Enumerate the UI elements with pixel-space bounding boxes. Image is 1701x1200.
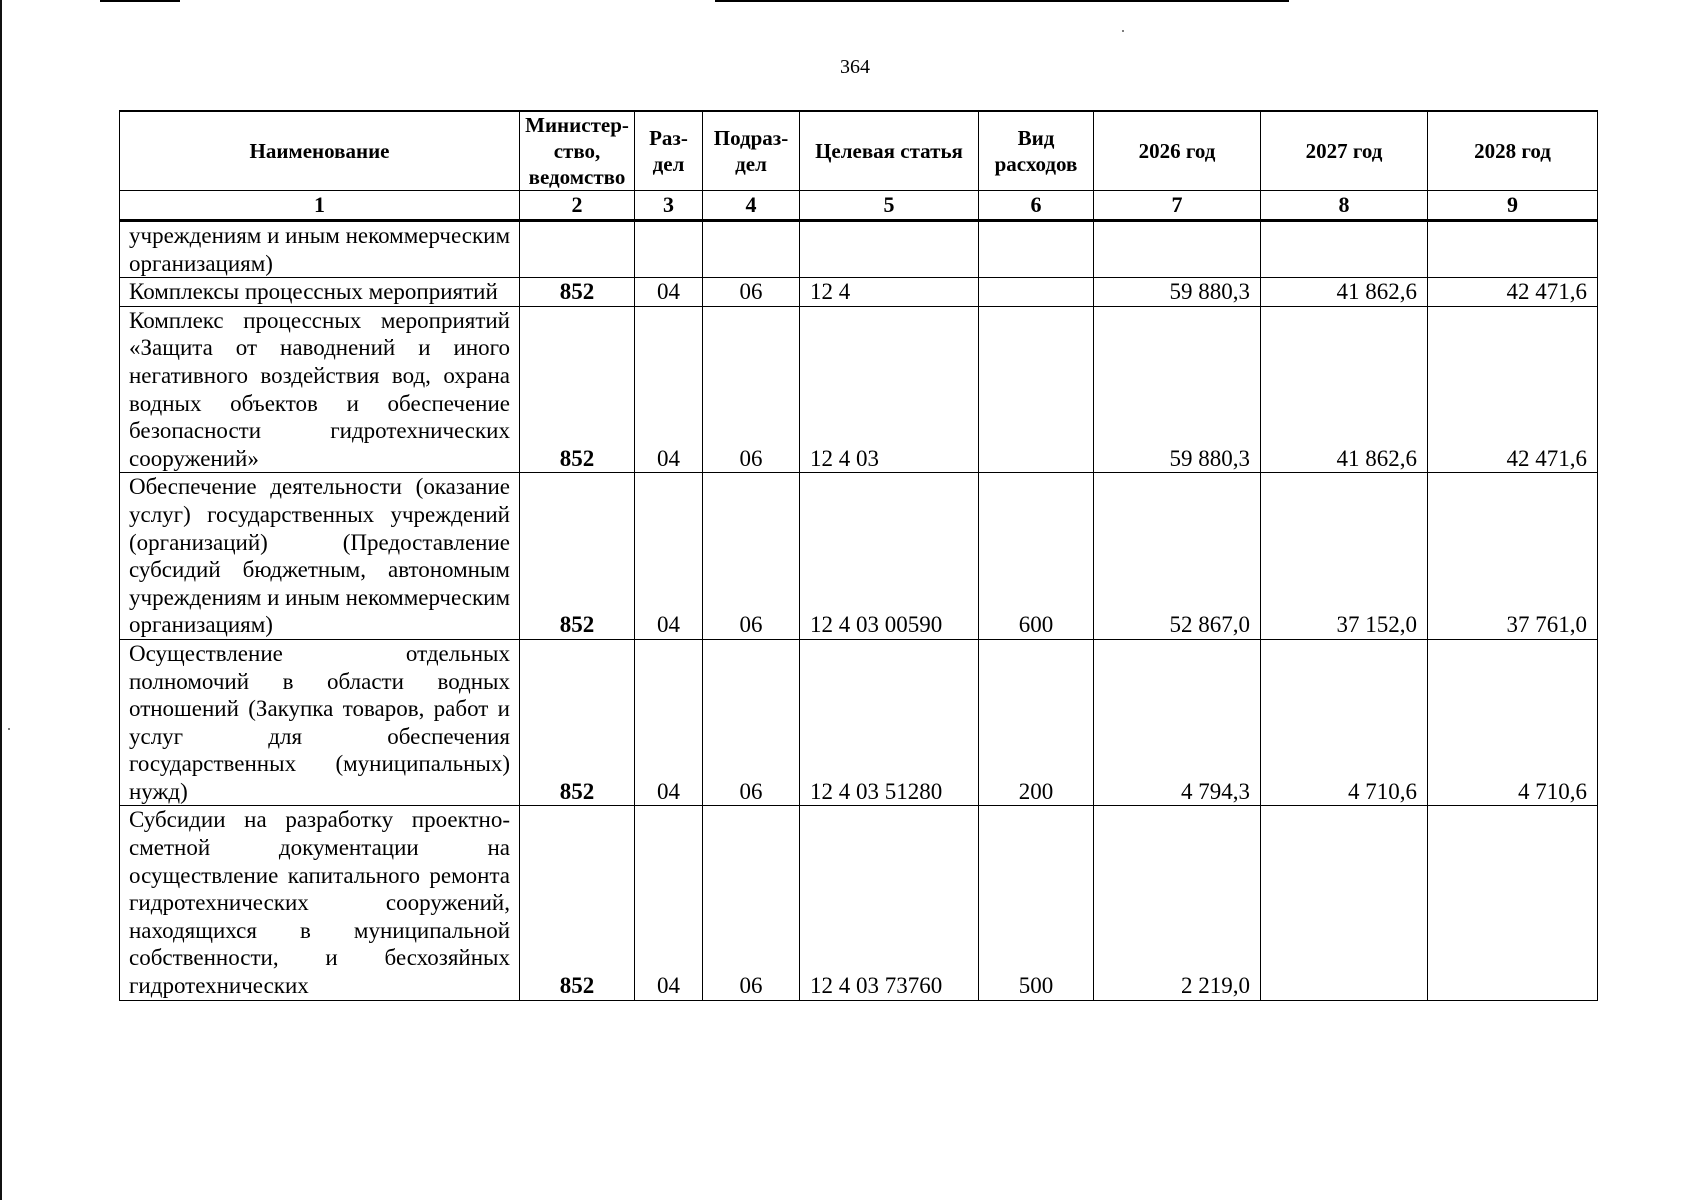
row-subsection: 06 [703, 306, 800, 473]
table-row [120, 306, 1598, 473]
scan-artifact-line [100, 0, 180, 2]
row-name: Осуществление отдельных полномочий в области водных отношений (Закупка товаров, работ и услуг для обеспечения государственных (муниципальных) нужд) [120, 639, 520, 806]
row-2027: 4 710,6 [1261, 639, 1428, 806]
row-expense-type: 200 [979, 639, 1094, 806]
col-number: 8 [1261, 191, 1428, 221]
col-header-2026: 2026 год [1094, 111, 1261, 191]
row-2028: 37 761,0 [1428, 473, 1598, 640]
col-number: 5 [800, 191, 979, 221]
col-number: 2 [520, 191, 635, 221]
row-expense-type [979, 221, 1094, 278]
row-target: 12 4 03 51280 [800, 639, 979, 806]
row-2026 [1094, 221, 1261, 278]
row-section: 04 [635, 306, 703, 473]
row-section [635, 221, 703, 278]
page-number: 364 [840, 56, 870, 78]
row-subsection [703, 221, 800, 278]
row-expense-type [979, 306, 1094, 473]
row-section: 04 [635, 639, 703, 806]
row-2027: 37 152,0 [1261, 473, 1428, 640]
row-name: Комплекс процессных мероприятий «Защита от наводнений и иного негативного воздействия вод, охрана водных объектов и обеспечение безопасности гидротехнических сооружений» [120, 306, 520, 473]
col-number: 6 [979, 191, 1094, 221]
row-2027 [1261, 221, 1428, 278]
scan-artifact-line [715, 0, 1289, 2]
col-number: 9 [1428, 191, 1598, 221]
col-header-2027: 2027 год [1261, 111, 1428, 191]
col-header-2028: 2028 год [1428, 111, 1598, 191]
row-2026: 52 867,0 [1094, 473, 1261, 640]
budget-table [119, 110, 1598, 1001]
column-number-row [120, 191, 1598, 221]
col-header-subsection: Подраз-дел [703, 111, 800, 191]
col-header-target: Целевая статья [800, 111, 979, 191]
table-row [120, 221, 1598, 278]
col-number: 3 [635, 191, 703, 221]
scan-dot [8, 728, 10, 730]
row-2027: 41 862,6 [1261, 306, 1428, 473]
row-target: 12 4 03 73760 [800, 806, 979, 1000]
row-ministry: 852 [520, 473, 635, 640]
row-expense-type: 500 [979, 806, 1094, 1000]
table-row [120, 278, 1598, 307]
row-2026: 2 219,0 [1094, 806, 1261, 1000]
scan-dot [1122, 30, 1124, 32]
header-row [120, 111, 1598, 191]
col-header-expense-type: Вид расходов [979, 111, 1094, 191]
col-header-name: Наименование [120, 111, 520, 191]
row-target: 12 4 [800, 278, 979, 307]
row-target: 12 4 03 00590 [800, 473, 979, 640]
row-2028: 4 710,6 [1428, 639, 1598, 806]
row-2027: 41 862,6 [1261, 278, 1428, 307]
table-row [120, 639, 1598, 806]
row-name: учреждениям и иным некоммерческим организациям) [120, 221, 520, 278]
row-section: 04 [635, 806, 703, 1000]
row-target: 12 4 03 [800, 306, 979, 473]
row-2028 [1428, 806, 1598, 1000]
col-number: 1 [120, 191, 520, 221]
row-2028 [1428, 221, 1598, 278]
table-row [120, 473, 1598, 640]
row-2026: 59 880,3 [1094, 278, 1261, 307]
scan-left-edge [0, 0, 2, 1200]
row-name: Обеспечение деятельности (оказание услуг) государственных учреждений (организаций) (Предоставление субсидий бюджетным, автономным учреждениям и иным некоммерческим организациям) [120, 473, 520, 640]
table-row [120, 806, 1598, 1000]
row-name: Комплексы процессных мероприятий [120, 278, 520, 307]
row-section: 04 [635, 278, 703, 307]
row-2027 [1261, 806, 1428, 1000]
col-header-ministry: Министер-ство, ведомство [520, 111, 635, 191]
row-expense-type: 600 [979, 473, 1094, 640]
row-ministry: 852 [520, 806, 635, 1000]
row-subsection: 06 [703, 639, 800, 806]
col-number: 7 [1094, 191, 1261, 221]
row-ministry: 852 [520, 639, 635, 806]
row-2028: 42 471,6 [1428, 306, 1598, 473]
row-name: Субсидии на разработку проектно-сметной документации на осуществление капитального ремонта гидротехнических сооружений, находящихся в муниципальной собственности, и бесхозяйных гидротехнических [120, 806, 520, 1000]
row-target [800, 221, 979, 278]
row-subsection: 06 [703, 278, 800, 307]
row-subsection: 06 [703, 473, 800, 640]
row-section: 04 [635, 473, 703, 640]
row-ministry: 852 [520, 278, 635, 307]
row-subsection: 06 [703, 806, 800, 1000]
col-number: 4 [703, 191, 800, 221]
row-ministry [520, 221, 635, 278]
col-header-section: Раз-дел [635, 111, 703, 191]
row-2026: 59 880,3 [1094, 306, 1261, 473]
row-ministry: 852 [520, 306, 635, 473]
row-2028: 42 471,6 [1428, 278, 1598, 307]
row-expense-type [979, 278, 1094, 307]
row-2026: 4 794,3 [1094, 639, 1261, 806]
